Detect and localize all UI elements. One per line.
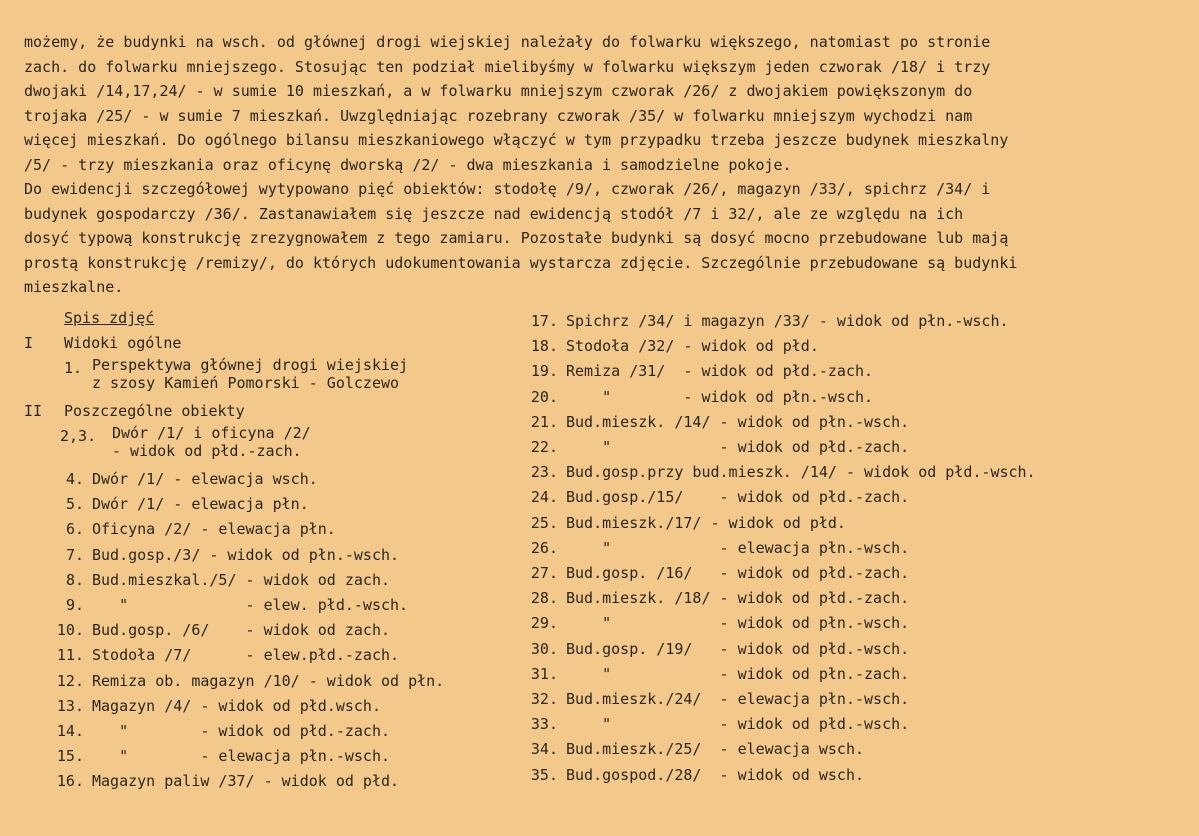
list-item-number: 4. bbox=[65, 470, 84, 488]
paragraph-line: trojaka /25/ - w sumie 7 mieszkań. Uwzględniając rozebrany czworak /35/ w folwarku mniejszym wychodzi nam bbox=[24, 106, 973, 125]
list-item-text: Bud.gosp. /19/ - widok od płd.-wsch. bbox=[566, 639, 910, 658]
list-item-text: " - widok od płn.-zach. bbox=[566, 664, 910, 683]
list-item-text: Perspektywa głównej drogi wiejskiej bbox=[92, 356, 409, 374]
list-item-text: - widok od płd.-zach. bbox=[112, 442, 302, 460]
list-item-number: 21. bbox=[530, 412, 558, 431]
paragraph-line: więcej mieszkań. Do ogólnego bilansu mieszkaniowego włączyć w tym przypadku trzeba jeszcze budynek mieszkalny bbox=[24, 131, 1009, 149]
paragraph-line: dosyć typową konstrukcję zrezygnowałem z tego zamiaru. Pozostałe budynki są dosyć mocno przebudowane lub mają bbox=[24, 229, 1009, 247]
list-item-text: Remiza ob. magazyn /10/ - widok od płn. bbox=[92, 671, 445, 690]
list-item-number: 27. bbox=[530, 564, 558, 582]
list-item-number: 15. bbox=[56, 747, 84, 766]
list-item-number: 25. bbox=[530, 513, 558, 532]
list-item-text: Bud.mieszk./17/ - widok od płd. bbox=[566, 513, 846, 532]
list-item-text: Dwór /1/ i oficyna /2/ bbox=[112, 424, 311, 442]
list-item-text: " - elew. płd.-wsch. bbox=[92, 596, 409, 614]
list-item-number: 28. bbox=[530, 589, 558, 608]
list-item-number: 18. bbox=[530, 337, 558, 356]
list-item-text: Bud.gosp./3/ - widok od płn.-wsch. bbox=[92, 545, 400, 564]
paragraph-line: Do ewidencji szczegółowej wytypowano pięć obiektów: stodołę /9/, czworak /26/, magazyn /33/, spichrz /34/ i bbox=[24, 180, 991, 198]
list-item-number: 10. bbox=[56, 621, 84, 640]
list-item-number: 2,3. bbox=[60, 427, 97, 445]
list-item-number: 33. bbox=[530, 715, 558, 734]
paragraph-line: budynek gospodarczy /36/. Zastanawiałem się jeszcze nad ewidencją stodół /7 i 32/, ale ze względu na ich bbox=[24, 204, 964, 223]
list-item-text: Dwór /1/ - elewacja wsch. bbox=[92, 470, 318, 488]
list-item-text: " - widok od płd.-zach. bbox=[92, 722, 391, 740]
list-item-number: 17. bbox=[530, 312, 558, 330]
section-number: II bbox=[24, 402, 43, 420]
list-item-number: 30. bbox=[530, 639, 558, 658]
list-item-text: Remiza /31/ - widok od płd.-zach. bbox=[566, 362, 874, 381]
list-item-number: 29. bbox=[530, 614, 558, 633]
list-item-number: 31. bbox=[530, 664, 558, 683]
section-number: I bbox=[24, 334, 34, 352]
list-item-text: " - widok od płn.-wsch. bbox=[566, 387, 874, 406]
list-item-number: 20. bbox=[530, 387, 558, 406]
list-item-number: 14. bbox=[56, 722, 84, 740]
section-heading: Widoki ogólne bbox=[64, 334, 182, 352]
section-heading: Poszczególne obiekty bbox=[64, 402, 245, 420]
list-item-text: " - widok od płn.-wsch. bbox=[566, 614, 910, 633]
list-item-number: 32. bbox=[530, 690, 558, 708]
paragraph-line: zach. do folwarku mniejszego. Stosując ten podział mielibyśmy w folwarku większym jeden czworak /18/ i trzy bbox=[24, 57, 991, 76]
list-item-text: " - widok od płd.-zach. bbox=[566, 438, 910, 456]
list-item-text: Spichrz /34/ i magazyn /33/ - widok od płn.-wsch. bbox=[566, 312, 1009, 330]
list-item-number: 6. bbox=[65, 520, 84, 539]
list-item-number: 5. bbox=[65, 495, 84, 514]
list-item-number: 19. bbox=[530, 362, 558, 381]
list-item-text: Magazyn paliw /37/ - widok od płd. bbox=[92, 772, 400, 791]
list-item-number: 13. bbox=[56, 696, 84, 715]
list-item-text: " - elewacja płn.-wsch. bbox=[92, 747, 391, 766]
list-item-number: 35. bbox=[530, 765, 558, 784]
list-item-text: Dwór /1/ - elewacja płn. bbox=[92, 495, 309, 514]
paragraph-line: /5/ - trzy mieszkania oraz oficynę dworską /2/ - dwa mieszkania i samodzielne pokoje. bbox=[24, 155, 792, 174]
paragraph-line: dwojaki /14,17,24/ - w sumie 10 mieszkań, a w folwarku mniejszym czworak /26/ z dwojakiem powiększonym do bbox=[24, 82, 973, 100]
paragraph-line: prostą konstrukcję /remizy/, do których udokumentowania wystarcza zdjęcie. Szczególnie przebudowane są budynki bbox=[24, 253, 1018, 272]
list-item-text: Stodoła /32/ - widok od płd. bbox=[566, 337, 819, 356]
list-item-text: " - elewacja płn.-wsch. bbox=[566, 538, 910, 557]
list-item-number: 1. bbox=[64, 359, 83, 377]
list-item-number: 16. bbox=[56, 772, 84, 791]
list-item-text: Bud.gosp./15/ - widok od płd.-zach. bbox=[566, 488, 910, 507]
list-item-number: 23. bbox=[530, 463, 558, 482]
list-item-number: 22. bbox=[530, 438, 558, 456]
list-item-text: Bud.gospod./28/ - widok od wsch. bbox=[566, 765, 865, 784]
list-item-number: 7. bbox=[65, 545, 84, 564]
list-item-number: 12. bbox=[56, 671, 84, 690]
list-item-text: z szosy Kamień Pomorski - Golczewo bbox=[92, 374, 400, 392]
paragraph-line: mieszkalne. bbox=[24, 278, 124, 296]
list-item-text: Bud.mieszk. /18/ - widok od płd.-zach. bbox=[566, 589, 910, 608]
list-title: Spis zdjęć bbox=[64, 309, 155, 327]
paragraph-line: możemy, że budynki na wsch. od głównej drogi wiejskiej należały do folwarku większego, natomiast po stronie bbox=[24, 33, 991, 51]
list-item-text: Magazyn /4/ - widok od płd.wsch. bbox=[92, 696, 381, 715]
list-item-text: Bud.gosp.przy bud.mieszk. /14/ - widok od płd.-wsch. bbox=[566, 463, 1036, 482]
list-item-text: Bud.mieszkal./5/ - widok od zach. bbox=[92, 570, 391, 589]
list-item-number: 9. bbox=[65, 596, 84, 614]
list-item-text: Bud.mieszk./25/ - elewacja wsch. bbox=[566, 740, 865, 759]
list-item-number: 11. bbox=[56, 646, 84, 665]
list-item-number: 34. bbox=[530, 740, 558, 759]
list-item-text: Bud.gosp. /16/ - widok od płd.-zach. bbox=[566, 564, 910, 582]
list-item-text: " - widok od płd.-wsch. bbox=[566, 715, 910, 734]
list-item-text: Bud.gosp. /6/ - widok od zach. bbox=[92, 621, 391, 640]
list-item-text: Stodoła /7/ - elew.płd.-zach. bbox=[92, 646, 400, 665]
list-item-text: Bud.mieszk./24/ - elewacja płn.-wsch. bbox=[566, 690, 910, 708]
list-item-text: Oficyna /2/ - elewacja płn. bbox=[92, 520, 336, 539]
list-item-number: 24. bbox=[530, 488, 558, 507]
list-item-number: 26. bbox=[530, 538, 558, 557]
list-item-number: 8. bbox=[65, 570, 84, 589]
list-item-text: Bud.mieszk. /14/ - widok od płn.-wsch. bbox=[566, 412, 910, 431]
